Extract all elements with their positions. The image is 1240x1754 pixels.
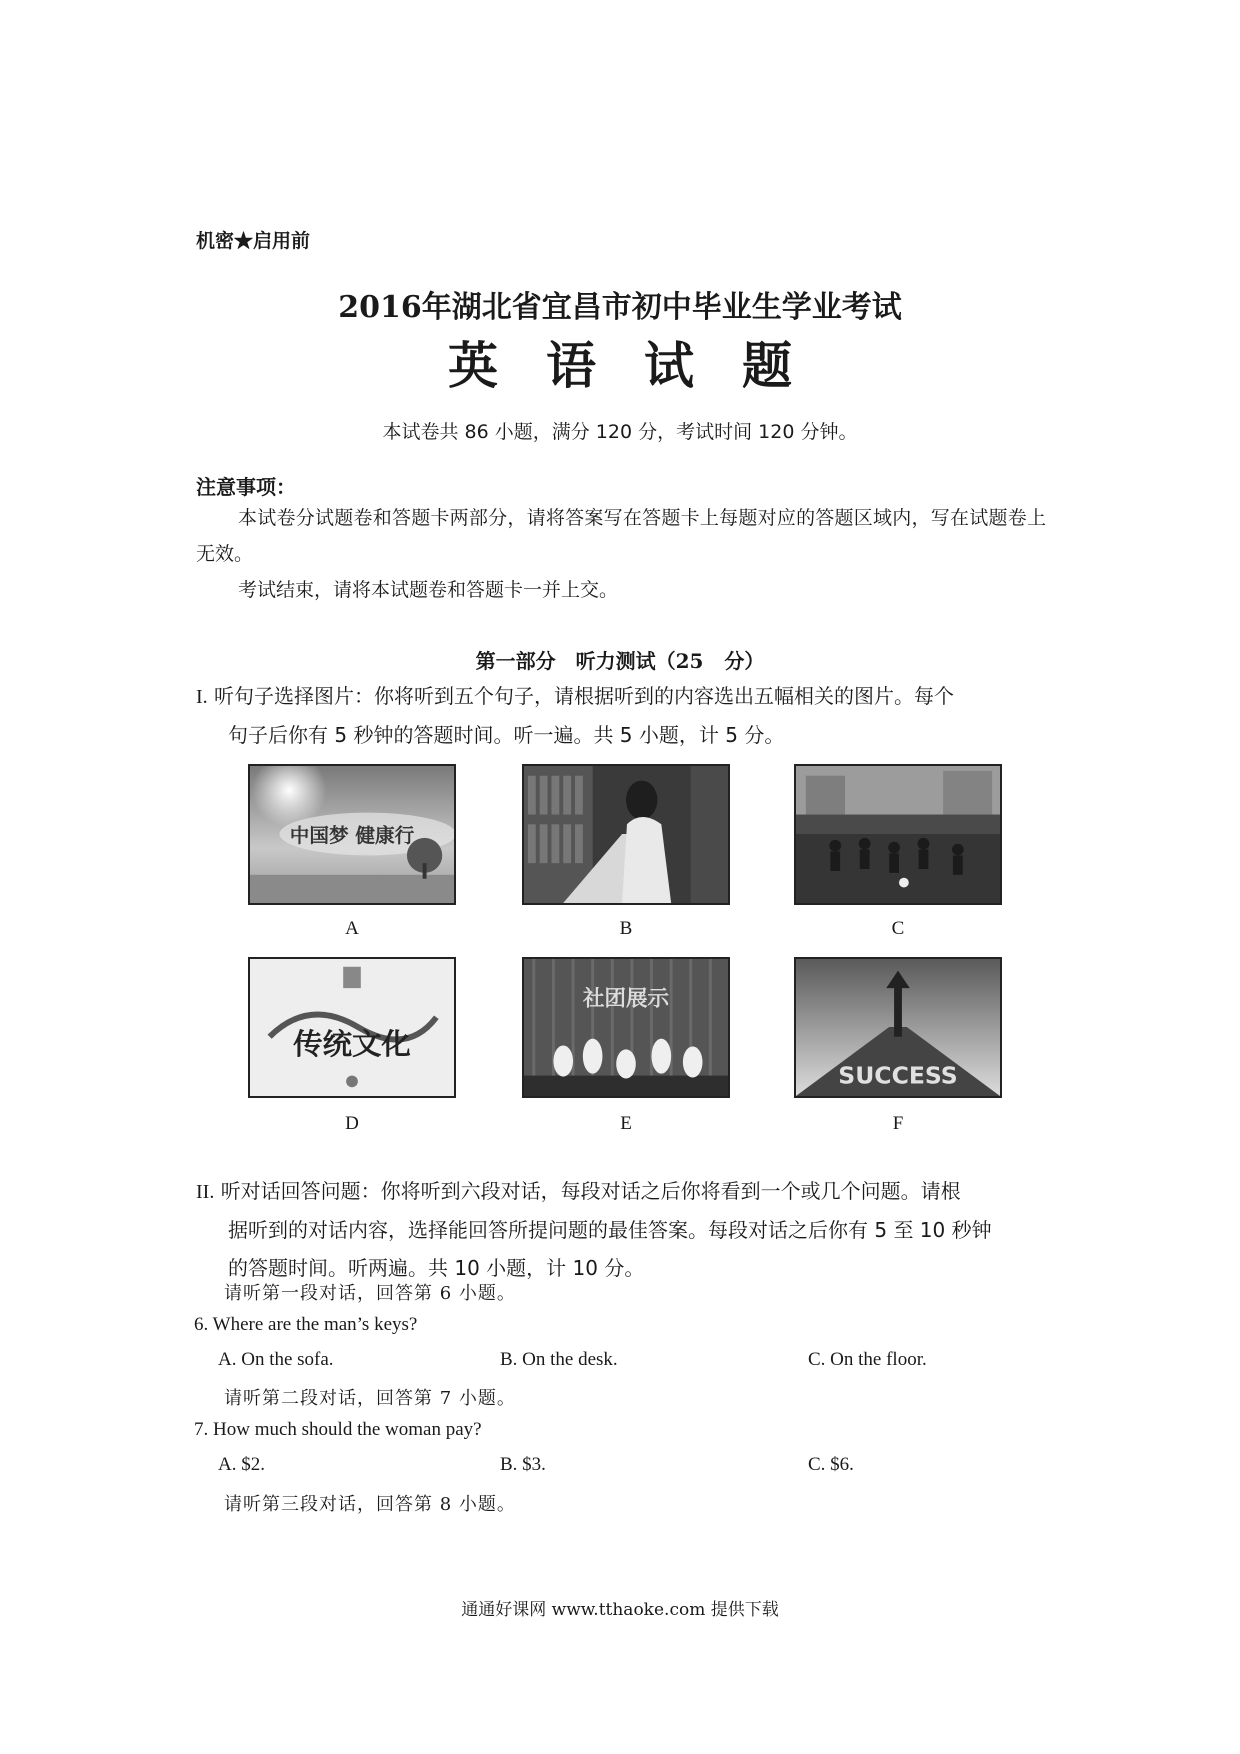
section1-number: I.	[196, 686, 208, 708]
picture-f	[794, 957, 1002, 1098]
picture-c-label: C	[891, 918, 905, 939]
picture-d-label: D	[345, 1113, 359, 1134]
picture-e	[522, 957, 730, 1098]
picture-c	[794, 764, 1002, 905]
section1-instructions	[196, 677, 1056, 754]
subject-title: 英语试题	[448, 336, 840, 395]
picture-d	[248, 957, 456, 1098]
picture-b-label: B	[619, 918, 633, 939]
confidential-mark: 机密★启用前	[196, 230, 311, 252]
footer-credit: 通通好课网 www.tthaoke.com 提供下载	[461, 1600, 779, 1620]
q7-option-b: B. $3.	[500, 1454, 546, 1475]
listen-instruction-1: 请听第一段对话，回答第 6 小题。	[224, 1283, 516, 1304]
notice-paragraph-2: 考试结束，请将本试题卷和答题卡一并上交。	[238, 579, 619, 601]
notice-paragraph-1: 本试卷分试题卷和答题卡两部分，请将答案写在答题卡上每题对应的答题区域内，写在试题卷上无效。	[196, 507, 1046, 565]
picture-a	[248, 764, 456, 905]
picture-e-caption: 社团展示	[582, 986, 670, 1012]
exam-info: 本试卷共 86 小题，满分 120 分，考试时间 120 分钟。	[382, 421, 858, 443]
q6-option-b: B. On the desk.	[500, 1349, 618, 1370]
picture-f-label: F	[892, 1113, 904, 1134]
q6-option-c: C. On the floor.	[808, 1349, 927, 1370]
section2-line2: 据听到的对话内容，选择能回答所提问题的最佳答案。每段对话之后你有 5 至 10 秒钟	[228, 1218, 992, 1242]
question-7: 7. How much should the woman pay?	[194, 1419, 482, 1440]
section2-number: II.	[196, 1181, 215, 1203]
picture-e-label: E	[620, 1113, 632, 1134]
q6-option-a: A. On the sofa.	[218, 1349, 334, 1370]
notice-heading: 注意事项：	[196, 475, 296, 499]
picture-b	[522, 764, 730, 905]
listen-instruction-3: 请听第三段对话，回答第 8 小题。	[224, 1494, 516, 1515]
picture-a-caption: 中国梦 健康行	[289, 823, 415, 847]
q7-option-c: C. $6.	[808, 1454, 854, 1475]
question-6: 6. Where are the man’s keys?	[194, 1314, 418, 1335]
section1-line1: 听句子选择图片：你将听到五个句子，请根据听到的内容选出五幅相关的图片。每个	[214, 684, 955, 708]
exam-title: 2016年湖北省宜昌市初中毕业生学业考试	[338, 290, 902, 325]
section2-line3: 的答题时间。听两遍。共 10 小题，计 10 分。	[228, 1256, 645, 1280]
part1-heading: 第一部分 听力测试（25 分）	[475, 649, 765, 673]
listen-instruction-2: 请听第二段对话，回答第 7 小题。	[224, 1388, 516, 1409]
picture-d-caption: 传统文化	[293, 1027, 411, 1062]
section2-line1: 听对话回答问题：你将听到六段对话，每段对话之后你将看到一个或几个问题。请根	[220, 1179, 961, 1203]
section1-line2: 句子后你有 5 秒钟的答题时间。听一遍。共 5 小题，计 5 分。	[228, 723, 785, 747]
section2-instructions	[196, 1172, 1056, 1287]
picture-f-caption: SUCCESS	[838, 1061, 958, 1090]
picture-a-label: A	[345, 918, 359, 939]
q7-option-a: A. $2.	[218, 1454, 265, 1475]
